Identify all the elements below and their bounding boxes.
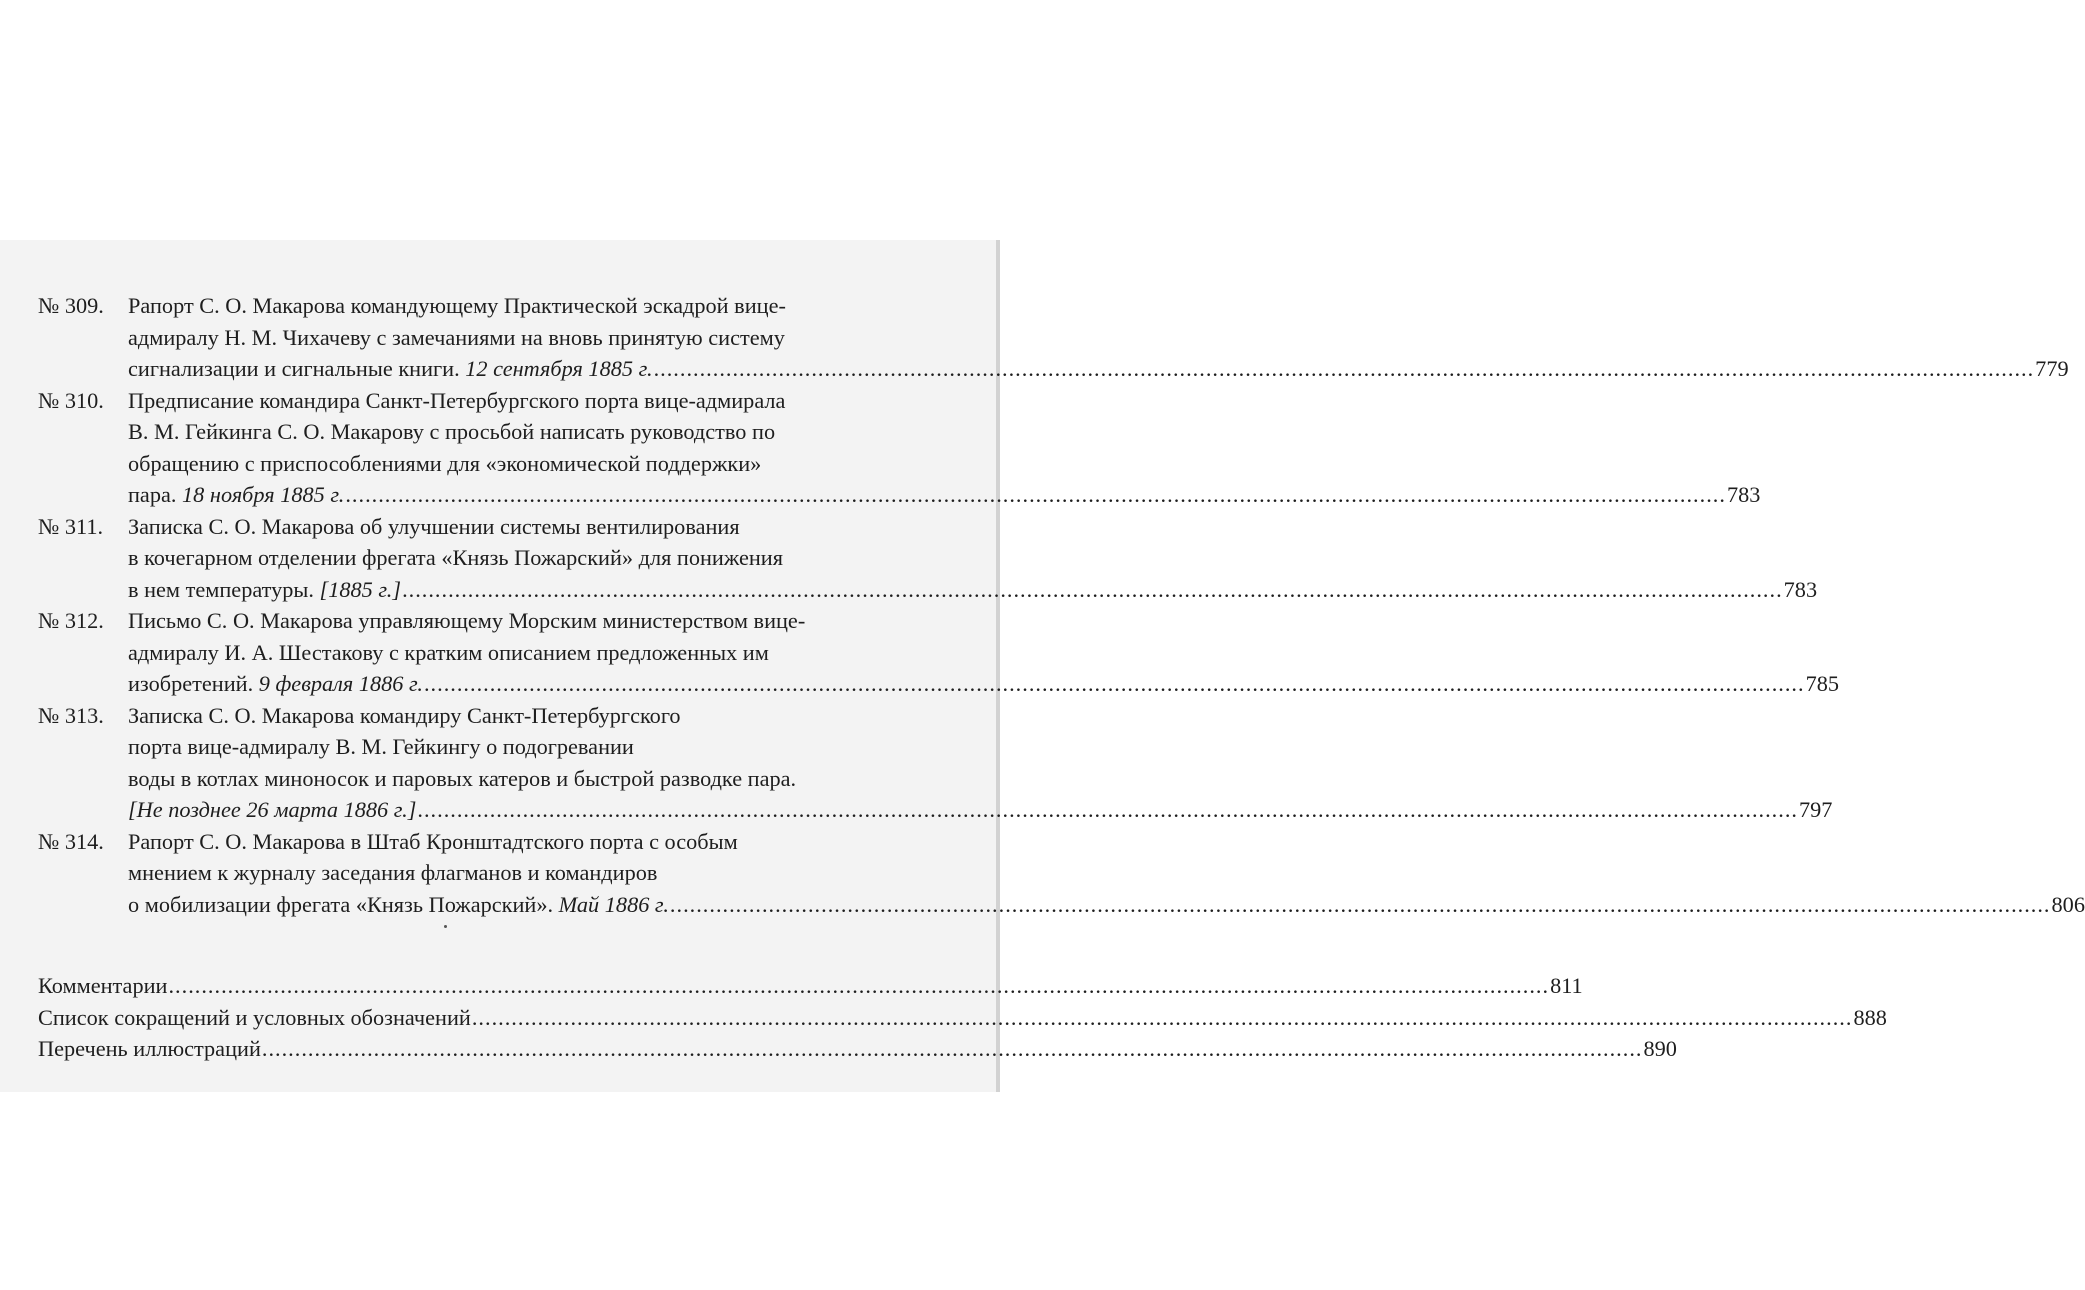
page-number: 888 (1853, 1004, 1887, 1030)
entry-date: 9 февраля 1886 г. (258, 671, 423, 696)
toc-entry (38, 700, 1833, 826)
entry-date: [Не позднее 26 марта 1886 г.] (128, 797, 417, 822)
back-matter-item (38, 1033, 1677, 1065)
entry-body (124, 700, 1832, 826)
entry-number: № 313. (38, 702, 104, 728)
toc-entry (38, 290, 2069, 385)
back-matter (38, 970, 1887, 1065)
dot-leader (424, 668, 1805, 700)
dot-leader (168, 970, 1549, 1002)
entry-number: № 311. (38, 513, 104, 539)
page-number: 806 (2051, 891, 2085, 917)
entry-line: Предписание командира Санкт-Петербургского порта вице-адмирала (128, 387, 786, 413)
entry-line: воды в котлах миноносок и паровых катеров и быстрой разводке пара. (128, 765, 797, 791)
entry-date: 12 сентября 1885 г. (465, 356, 653, 381)
entry-body (124, 290, 2069, 385)
dot-leader (472, 1002, 1853, 1034)
entry-line: адмиралу И. А. Шестакову с кратким описанием предложенных им (128, 639, 769, 665)
entry-number: № 312. (38, 608, 104, 633)
table-of-contents (38, 290, 2085, 1065)
page-number: 783 (1783, 576, 1818, 602)
entry-line: Записка С. О. Макарова командиру Санкт-Петербургского (128, 702, 681, 728)
print-speck (444, 925, 447, 928)
page-number: 797 (1798, 797, 1833, 822)
entry-date: Май 1886 г. (558, 891, 669, 917)
toc-entry (38, 385, 1761, 511)
entry-last-line (128, 668, 1839, 700)
page-number: 785 (1805, 671, 1840, 696)
page-number: 783 (1726, 482, 1761, 507)
dot-leader (402, 574, 1783, 606)
entry-line: адмиралу Н. М. Чихачеву с замечаниями на вновь принятую систему (128, 324, 785, 350)
dot-leader (654, 353, 2035, 385)
entry-date: 18 ноября 1885 г. (182, 482, 345, 507)
entry-body (124, 605, 1839, 700)
page-number: 890 (1643, 1036, 1677, 1061)
entry-text: пара. (128, 482, 177, 507)
entry-number: № 310. (38, 387, 104, 413)
entry-body (124, 511, 1817, 606)
entry-line: мнением к журналу заседания флагманов и командиров (128, 860, 658, 885)
entry-text: сигнализации и сигнальные книги. (128, 356, 460, 381)
back-matter-item (38, 970, 1583, 1002)
dot-leader (670, 889, 2051, 921)
toc-entry (38, 826, 2085, 921)
entry-text: о мобилизации фрегата «Князь Пожарский». (128, 891, 554, 917)
book-page (0, 240, 2085, 1092)
entry-line: В. М. Гейкинга С. О. Макарову с просьбой написать руководство по (128, 419, 776, 444)
entry-line: в кочегарном отделении фрегата «Князь Пожарский» для понижения (128, 545, 783, 570)
entry-line: порта вице-адмиралу В. М. Гейкингу о подогревании (128, 734, 634, 759)
back-matter-item (38, 1002, 1887, 1034)
entry-line: Рапорт С. О. Макарова в Штаб Кронштадтского порта с особым (128, 828, 738, 854)
toc-entry (38, 605, 1840, 700)
back-matter-title: Комментарии (38, 973, 168, 998)
entry-last-line (128, 889, 2085, 921)
dot-leader (262, 1033, 1643, 1065)
back-matter-title: Перечень иллюстраций (38, 1036, 261, 1061)
entry-number: № 314. (38, 828, 104, 854)
entry-text: в нем температуры. (128, 576, 314, 602)
entry-last-line (128, 794, 1832, 826)
page-number: 779 (2035, 356, 2069, 381)
entry-last-line (128, 479, 1760, 511)
entry-number: № 309. (38, 293, 104, 318)
entry-body (124, 385, 1760, 511)
dot-leader (417, 794, 1798, 826)
back-matter-title: Список сокращений и условных обозначений (38, 1004, 471, 1030)
entry-line: Рапорт С. О. Макарова командующему Практической эскадрой вице- (128, 293, 786, 318)
toc-entry (38, 511, 1818, 606)
entry-body (124, 826, 2085, 921)
page-number: 811 (1550, 973, 1583, 998)
entry-line: Записка С. О. Макарова об улучшении системы вентилирования (128, 513, 740, 539)
entry-line: обращению с приспособлениями для «экономической поддержки» (128, 450, 762, 476)
entry-last-line (128, 353, 2069, 385)
entry-last-line (128, 574, 1817, 606)
entry-line: Письмо С. О. Макарова управляющему Морским министерством вице- (128, 608, 806, 633)
dot-leader (345, 479, 1726, 511)
entry-date: [1885 г.] (319, 576, 402, 602)
entry-text: изобретений. (128, 671, 254, 696)
